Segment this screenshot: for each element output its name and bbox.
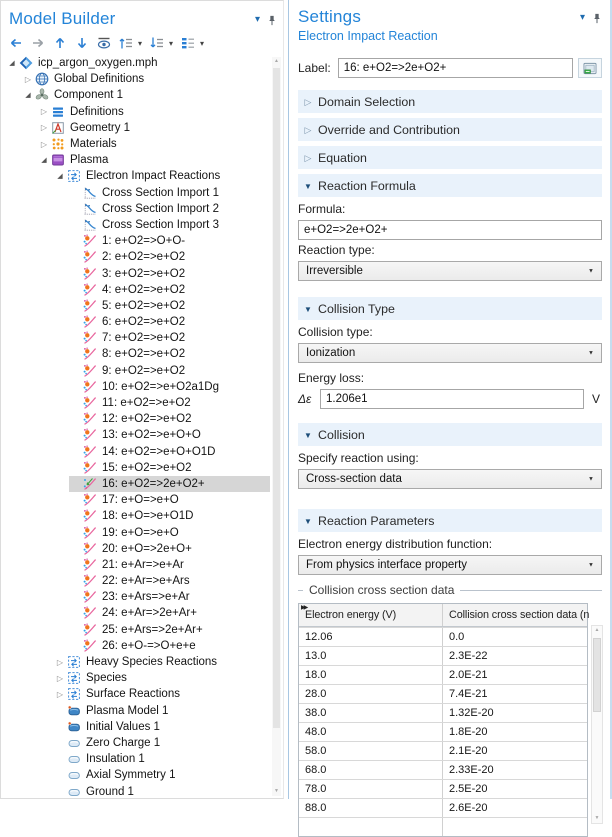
energy-loss-label: Energy loss:	[298, 371, 365, 385]
section-collapsed-icon	[298, 152, 318, 163]
tree-item[interactable]	[1, 71, 270, 87]
tree-item-label: 6: e+O2=>e+O2	[102, 316, 186, 329]
pin-icon[interactable]	[267, 14, 277, 27]
reaction-icon	[83, 623, 98, 637]
tree-item-label: Geometry 1	[70, 121, 131, 134]
cross-section-table-wrap	[298, 603, 604, 837]
row-insert-marker-icon: ▶▶	[301, 605, 307, 611]
tree-item-label: 23: e+Ars=>e+Ar	[102, 591, 190, 604]
tree-caret-icon[interactable]: ▷	[56, 657, 64, 667]
tree-item[interactable]	[1, 55, 270, 71]
show-icon[interactable]	[95, 34, 113, 52]
model-builder-panel	[0, 0, 284, 799]
tree-item-label: 1: e+O2=>O+O-	[102, 235, 186, 248]
tree-item-label: 21: e+Ar=>e+Ar	[102, 558, 184, 571]
electron-energy-cell[interactable]: 58.0	[299, 742, 443, 760]
tree-item[interactable]	[1, 104, 270, 120]
tree-item[interactable]	[1, 444, 270, 460]
tree-item-label: Species	[86, 672, 127, 685]
reaction-icon	[83, 526, 98, 540]
section-reaction-parameters[interactable]: ▼ Reaction Parameters	[298, 509, 602, 532]
tree-item[interactable]	[1, 379, 270, 395]
cross-section-cell[interactable]: 7.4E-21	[449, 688, 488, 700]
model-tree-node-text-icon[interactable]	[179, 34, 197, 52]
section-expanded-icon	[298, 303, 318, 315]
tree-item-label: Electron Impact Reactions	[86, 170, 221, 183]
cross-section-table[interactable]	[298, 603, 588, 837]
tree-item-label: Heavy Species Reactions	[86, 656, 218, 669]
reaction-icon	[83, 590, 98, 604]
tree-item[interactable]	[1, 136, 270, 152]
definitions-icon	[51, 105, 66, 119]
tree-item[interactable]	[1, 298, 270, 314]
section-domain-selection[interactable]: ▷ Domain Selection	[298, 90, 602, 113]
reaction-icon	[83, 461, 98, 475]
table-header-row	[299, 604, 590, 627]
table-scrollbar-thumb[interactable]	[593, 638, 601, 712]
table-row[interactable]	[299, 703, 587, 722]
reaction-icon	[83, 574, 98, 588]
tree-item-label: Plasma	[70, 154, 109, 167]
go-forward-icon[interactable]	[29, 34, 47, 52]
expand-all-menu-chevron-icon[interactable]: ▾	[138, 38, 143, 48]
tree-item[interactable]	[1, 249, 270, 265]
component-icon	[35, 88, 50, 102]
cross-section-group-label: Collision cross section data	[298, 583, 602, 597]
tree-item-label: 25: e+Ars=>2e+Ar+	[102, 623, 203, 636]
reaction-type-label: Reaction type:	[298, 243, 375, 257]
reaction-icon	[83, 428, 98, 442]
table-row-partial[interactable]	[299, 817, 587, 836]
tree-item-label: 5: e+O2=>e+O2	[102, 299, 186, 312]
section-equation[interactable]: ▷ Equation	[298, 146, 602, 169]
domain-feature-icon	[67, 720, 82, 734]
panel-menu-caret-icon[interactable]	[580, 13, 585, 23]
reaction-group-icon	[67, 169, 82, 183]
cross-section-cell[interactable]	[443, 818, 587, 836]
tree-item[interactable]	[1, 622, 270, 638]
tree-scrollbar-thumb[interactable]	[273, 68, 280, 728]
tree-item-label: Surface Reactions	[86, 688, 180, 701]
scroll-up-icon[interactable]: ▲	[274, 58, 279, 64]
tree-item[interactable]	[1, 654, 270, 670]
settings-subtitle: Electron Impact Reaction	[298, 29, 438, 43]
tree-item[interactable]	[1, 395, 270, 411]
tree-item-label: Plasma Model 1	[86, 704, 169, 717]
tree-item[interactable]	[1, 363, 270, 379]
tree-item-label: 12: e+O2=>e+O2	[102, 413, 192, 426]
tree-caret-icon[interactable]: ▷	[56, 689, 64, 699]
materials-icon	[51, 137, 66, 151]
global-definitions-icon	[35, 72, 50, 86]
tree-caret-icon[interactable]: ◢	[57, 173, 63, 181]
eedf-label: Electron energy distribution function:	[298, 537, 493, 551]
tree-item-label: 2: e+O2=>e+O2	[102, 251, 186, 264]
tree-item[interactable]	[1, 346, 270, 362]
reaction-type-dropdown[interactable]: Irreversible ▼	[298, 261, 602, 281]
tree-item-label: 24: e+Ar=>2e+Ar+	[102, 607, 197, 620]
electron-energy-cell[interactable]	[299, 818, 443, 836]
section-collapsed-icon	[298, 124, 318, 135]
tree-item-label: 18: e+O=>e+O1D	[102, 510, 194, 523]
tree-item[interactable]	[1, 751, 270, 767]
tree-item[interactable]	[1, 168, 270, 184]
settings-panel	[288, 0, 612, 821]
table-row[interactable]	[299, 779, 587, 798]
tree-item[interactable]	[1, 719, 270, 735]
boundary-feature-icon	[67, 752, 82, 766]
collapse-all-icon[interactable]	[148, 34, 166, 52]
tree-item[interactable]	[1, 492, 270, 508]
label-input[interactable]	[338, 58, 573, 78]
reaction-icon	[83, 380, 98, 394]
settings-header	[298, 6, 602, 28]
tree-item-label: Ground 1	[86, 785, 134, 798]
reaction-icon	[83, 542, 98, 556]
move-up-icon[interactable]	[51, 34, 69, 52]
tree-item[interactable]	[1, 411, 270, 427]
electron-energy-cell[interactable]: 13.0	[299, 647, 443, 665]
tree-item[interactable]	[1, 330, 270, 346]
cross-section-icon	[83, 186, 98, 200]
cross-section-cell[interactable]: 2.1E-20	[449, 745, 488, 757]
section-collision-type[interactable]: ▼ Collision Type	[298, 297, 602, 320]
section-collision[interactable]: ▼ Collision	[298, 423, 602, 446]
specify-reaction-label: Specify reaction using:	[298, 451, 419, 465]
tree-item[interactable]	[1, 282, 270, 298]
reaction-icon	[83, 606, 98, 620]
tree-item[interactable]	[1, 233, 270, 249]
reaction-icon	[83, 299, 98, 313]
collapse-all-menu-chevron-icon[interactable]: ▾	[169, 38, 174, 48]
table-row[interactable]	[299, 741, 587, 760]
label-field-label: Label:	[298, 61, 331, 75]
tree-caret-icon[interactable]: ▷	[40, 123, 48, 133]
reaction-icon	[83, 315, 98, 329]
scroll-down-icon[interactable]: ▼	[274, 788, 279, 794]
move-down-icon[interactable]	[73, 34, 91, 52]
tree-item[interactable]	[1, 87, 270, 103]
reaction-icon	[83, 558, 98, 572]
reaction-icon	[83, 509, 98, 523]
tree-item-label: 3: e+O2=>e+O2	[102, 267, 186, 280]
tree-item-label: 10: e+O2=>e+O2a1Dg	[102, 380, 220, 393]
panel-menu-caret-icon[interactable]	[255, 15, 260, 25]
boundary-feature-icon	[67, 785, 82, 799]
plasma-icon	[51, 153, 66, 167]
reaction-icon	[83, 347, 98, 361]
tree-item-label: 7: e+O2=>e+O2	[102, 332, 186, 345]
table-row[interactable]	[299, 722, 587, 741]
electron-energy-cell[interactable]: 68.0	[299, 761, 443, 779]
cross-section-icon	[83, 202, 98, 216]
tree-item-label: Initial Values 1	[86, 720, 160, 733]
cross-section-cell[interactable]: 0.0	[449, 631, 465, 643]
section-collapsed-icon	[298, 96, 318, 107]
tree-item[interactable]	[1, 314, 270, 330]
tree-item-label: 9: e+O2=>e+O2	[102, 364, 186, 377]
reaction-icon	[83, 445, 98, 459]
tree-item[interactable]	[1, 735, 270, 751]
specify-reaction-dropdown[interactable]: Cross-section data ▼	[298, 469, 602, 489]
tree-item[interactable]	[1, 265, 270, 281]
electron-energy-cell[interactable]: 28.0	[299, 685, 443, 703]
tree-item-label: 8: e+O2=>e+O2	[102, 348, 186, 361]
tree-caret-icon[interactable]: ▷	[56, 673, 64, 683]
table-row[interactable]	[299, 627, 587, 646]
electron-energy-cell[interactable]: 78.0	[299, 780, 443, 798]
tree-item[interactable]	[1, 605, 270, 621]
tree-item[interactable]	[1, 638, 270, 654]
reaction-icon	[83, 493, 98, 507]
reaction-icon	[83, 331, 98, 345]
section-override-and-contribution[interactable]: ▷ Override and Contribution	[298, 118, 602, 141]
tree-item-label: 4: e+O2=>e+O2	[102, 283, 186, 296]
tree-item-label: 15: e+O2=>e+O2	[102, 461, 192, 474]
tree-item-label: Zero Charge 1	[86, 736, 161, 749]
tree-caret-icon[interactable]: ▷	[24, 74, 32, 84]
tree-caret-icon[interactable]: ◢	[25, 92, 31, 100]
reaction-icon	[83, 396, 98, 410]
reaction-group-icon	[67, 671, 82, 685]
tree-item[interactable]	[1, 120, 270, 136]
table-column-header[interactable]: Electron energy (V)	[299, 604, 443, 626]
tree-item[interactable]	[1, 557, 270, 573]
table-row[interactable]	[299, 646, 587, 665]
model-builder-tree	[1, 55, 283, 798]
tree-item[interactable]	[1, 460, 270, 476]
section-expanded-icon	[298, 429, 318, 441]
domain-feature-icon	[67, 704, 82, 718]
cross-section-cell[interactable]: 1.32E-20	[449, 707, 494, 719]
tree-item-label: 13: e+O2=>e+O+O	[102, 429, 201, 442]
tree-item[interactable]	[1, 589, 270, 605]
tree-item-label: Cross Section Import 2	[102, 202, 219, 215]
geometry-icon	[51, 121, 66, 135]
tree-item[interactable]	[1, 686, 270, 702]
tree-item-label: 19: e+O=>e+O	[102, 526, 179, 539]
tree-item-label: 16: e+O2=>2e+O2+	[102, 477, 205, 490]
section-expanded-icon	[298, 515, 318, 527]
reaction-icon	[83, 364, 98, 378]
boundary-feature-icon	[67, 736, 82, 750]
electron-energy-cell[interactable]: 38.0	[299, 704, 443, 722]
model-builder-header	[1, 1, 283, 31]
reaction-icon	[83, 412, 98, 426]
tree-caret-icon[interactable]: ◢	[41, 157, 47, 165]
table-row[interactable]	[299, 760, 587, 779]
tree-item[interactable]	[1, 152, 270, 168]
energy-loss-input[interactable]	[320, 389, 584, 409]
tree-item-label: 17: e+O=>e+O	[102, 494, 179, 507]
pin-icon[interactable]	[592, 12, 602, 25]
energy-loss-unit: V	[592, 392, 601, 406]
table-scrollbar[interactable]	[591, 625, 603, 824]
tree-item[interactable]	[1, 476, 270, 492]
table-row[interactable]	[299, 798, 587, 817]
tree-item-label: icp_argon_oxygen.mph	[38, 57, 158, 70]
tree-caret-icon[interactable]: ▷	[40, 139, 48, 149]
tree-item[interactable]	[1, 524, 270, 540]
reaction-group-icon	[67, 655, 82, 669]
tree-item-label: 20: e+O=>2e+O+	[102, 542, 192, 555]
tree-item-label: Insulation 1	[86, 753, 145, 766]
tree-item-label: Global Definitions	[54, 73, 145, 86]
formula-label: Formula:	[298, 202, 346, 216]
reaction-icon	[83, 234, 98, 248]
cross-section-cell[interactable]: 1.8E-20	[449, 726, 488, 738]
table-column-header[interactable]: Collision cross section data (n	[449, 609, 590, 621]
cross-section-cell[interactable]: 2.5E-20	[449, 783, 488, 795]
tree-item-label: Definitions	[70, 105, 124, 118]
electron-energy-cell[interactable]: 88.0	[299, 799, 443, 817]
model-builder-toolbar	[1, 31, 283, 55]
tree-item-label: 22: e+Ar=>e+Ars	[102, 575, 190, 588]
tree-item[interactable]	[1, 767, 270, 783]
tree-item-label: 11: e+O2=>e+O2	[102, 397, 191, 410]
reaction-icon	[83, 267, 98, 281]
tree-item[interactable]	[1, 541, 270, 557]
delta-epsilon-symbol: Δε	[298, 392, 312, 406]
tree-item[interactable]	[1, 217, 270, 233]
cross-section-cell[interactable]: 2.0E-21	[449, 669, 488, 681]
cross-section-icon	[83, 218, 98, 232]
reaction-icon	[83, 250, 98, 264]
eedf-dropdown[interactable]: From physics interface property ▼	[298, 555, 602, 575]
reaction-icon	[83, 639, 98, 653]
model-icon	[19, 56, 34, 70]
tree-item[interactable]	[1, 508, 270, 524]
tree-caret-icon[interactable]: ▷	[40, 107, 48, 117]
model-builder-title: Model Builder	[9, 9, 116, 28]
settings-title: Settings	[298, 7, 362, 26]
boundary-feature-icon	[67, 768, 82, 782]
cross-section-cell[interactable]: 2.6E-20	[449, 802, 488, 814]
tree-item-label: Axial Symmetry 1	[86, 769, 176, 782]
tree-item[interactable]	[1, 573, 270, 589]
section-reaction-formula[interactable]: ▼ Reaction Formula	[298, 174, 602, 197]
model-tree-node-text-menu-chevron-icon[interactable]: ▾	[200, 38, 205, 48]
tree-scrollbar[interactable]	[272, 57, 281, 796]
tree-item[interactable]	[1, 201, 270, 217]
cross-section-cell[interactable]: 2.33E-20	[449, 764, 494, 776]
electron-energy-cell[interactable]: 18.0	[299, 666, 443, 684]
tree-item-label: Component 1	[54, 89, 124, 102]
table-row[interactable]	[299, 684, 587, 703]
tree-item[interactable]	[1, 703, 270, 719]
reaction-group-icon	[67, 687, 82, 701]
reaction-selected-icon	[83, 477, 98, 491]
tree-item[interactable]	[1, 783, 270, 799]
tree-item[interactable]	[1, 670, 270, 686]
tree-item-label: Materials	[70, 138, 117, 151]
electron-energy-cell[interactable]: 12.06	[299, 628, 443, 646]
collision-type-dropdown[interactable]: Ionization ▼	[298, 343, 602, 363]
formula-input[interactable]	[298, 220, 602, 240]
tree-item-label: Cross Section Import 1	[102, 186, 219, 199]
tree-item-label: 14: e+O2=>e+O+O1D	[102, 445, 216, 458]
tree-item[interactable]	[1, 427, 270, 443]
electron-energy-cell[interactable]: 48.0	[299, 723, 443, 741]
collision-type-label: Collision type:	[298, 325, 373, 339]
go-back-icon[interactable]	[7, 34, 25, 52]
tree-item-label: 26: e+O-=>O+e+e	[102, 639, 196, 652]
expand-all-icon[interactable]	[117, 34, 135, 52]
rename-button[interactable]	[578, 58, 602, 78]
section-expanded-icon	[298, 180, 318, 192]
cross-section-cell[interactable]: 2.3E-22	[449, 650, 488, 662]
reaction-icon	[83, 283, 98, 297]
tree-item-label: Cross Section Import 3	[102, 218, 219, 231]
tree-caret-icon[interactable]: ◢	[9, 60, 15, 68]
tree-item[interactable]	[1, 185, 270, 201]
table-row[interactable]	[299, 665, 587, 684]
scroll-down-icon[interactable]: ▼	[594, 815, 600, 821]
scroll-up-icon[interactable]: ▲	[594, 627, 600, 633]
